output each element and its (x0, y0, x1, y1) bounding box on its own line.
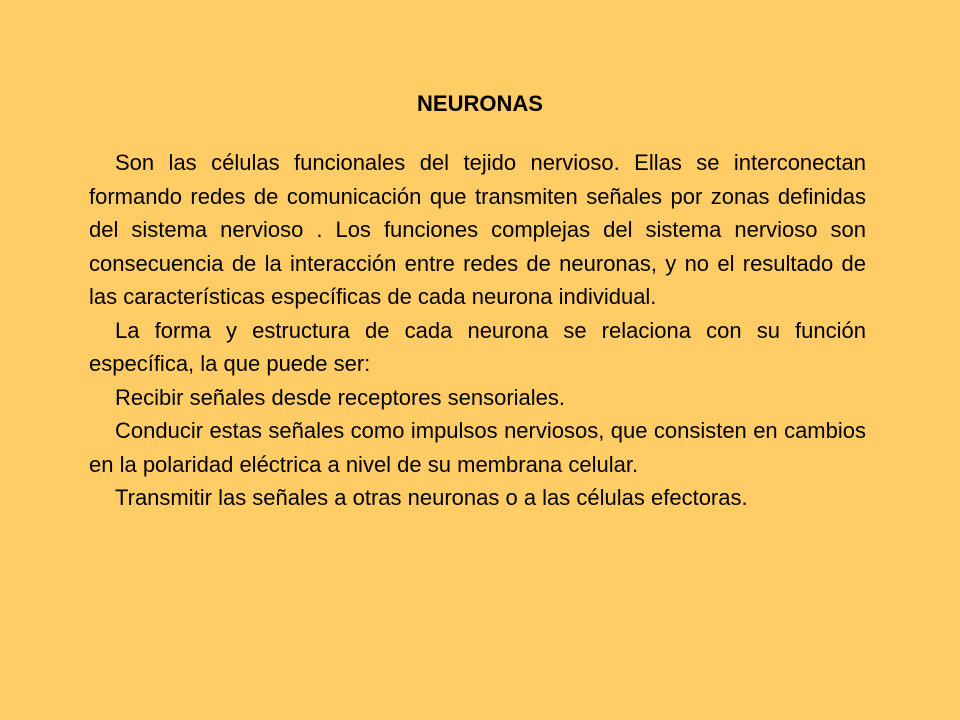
paragraph-intro: Son las células funcionales del tejido nervioso. Ellas se interconectan formando redes de comunicación que transmiten señales por zonas definidas del sistema nervioso . Los funciones complejas del sistema nervioso son consecuencia de la interacción entre redes de neuronas, y no el resultado de las características específicas de cada neurona individual. (89, 150, 866, 309)
paragraph-receive-signals: Recibir señales desde receptores sensoriales. (115, 384, 566, 410)
paragraph-conduct-signals: Conducir estas señales como impulsos nerviosos, que consisten en cambios en la polaridad eléctrica a nivel de su membrana celular. (89, 418, 866, 477)
paragraph-form-structure: La forma y estructura de cada neurona se relaciona con su función específica, la que puede ser: (89, 317, 866, 376)
slide-body (89, 146, 866, 515)
slide-title: NEURONAS (417, 91, 543, 116)
paragraph-transmit-signals: Transmitir las señales a otras neuronas o a las células efectoras. (115, 485, 748, 510)
